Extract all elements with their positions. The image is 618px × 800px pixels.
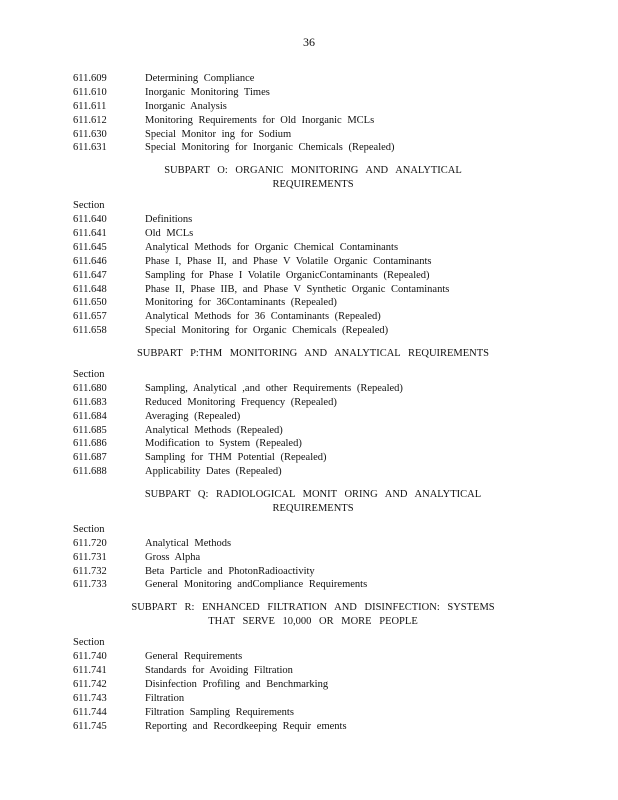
section-number: 611.740 [73,651,107,663]
section-title: Beta Particle and PhotonRadioactivity [145,565,315,577]
section-row [73,551,553,565]
section-row [73,692,553,706]
section-row [73,465,553,479]
subpart-block [73,72,553,155]
section-title: Inorganic Analysis [145,100,227,112]
subpart-heading-line: SUBPART R: ENHANCED FILTRATION AND DISINFECTION: SYSTEMS [131,602,495,614]
section-number: 611.731 [73,551,107,563]
section-row [73,227,553,241]
section-title: Monitoring for 36Contaminants (Repealed) [145,297,337,309]
section-number: 611.658 [73,325,107,337]
section-number: 611.631 [73,142,107,154]
section-title: Analytical Methods (Repealed) [145,424,283,436]
section-number: 611.732 [73,565,107,577]
section-title: General Requirements [145,651,243,663]
section-label: Section [73,637,105,649]
section-row [73,213,553,227]
section-number: 611.688 [73,466,107,478]
section-title: Definitions [145,214,193,226]
section-title: Filtration [145,692,185,704]
section-number: 611.744 [73,706,107,718]
subpart-heading-line: REQUIREMENTS [272,503,354,514]
section-row [73,678,553,692]
subpart-heading [73,347,553,361]
section-title: Averaging (Repealed) [145,410,241,422]
section-row [73,100,553,114]
section-title: Special Monitoring for Inorganic Chemicals (Repealed) [145,142,395,154]
section-row [73,410,553,424]
subpart-heading-line: SUBPART P:THM MONITORING AND ANALYTICAL REQUIREMENTS [136,348,490,360]
section-title: Special Monitoring for Organic Chemicals (Repealed) [145,325,389,337]
section-number: 611.641 [73,227,107,239]
section-row [73,269,553,283]
section-title: Analytical Methods [145,537,232,549]
section-title: Filtration Sampling Requirements [145,706,294,718]
section-number: 611.647 [73,269,107,281]
section-row [73,241,553,255]
section-row [73,424,553,438]
section-title: Inorganic Monitoring Times [145,86,270,98]
section-number: 611.741 [73,664,107,676]
section-title: Reduced Monitoring Frequency (Repealed) [145,396,337,408]
section-row [73,141,553,155]
section-title: Monitoring Requirements for Old Inorganic MCLs [145,114,375,126]
section-row [73,720,553,734]
subpart-block [73,488,553,592]
section-row [73,437,553,451]
section-row [73,114,553,128]
section-number: 611.733 [73,579,107,591]
section-number: 611.680 [73,382,107,394]
section-number: 611.684 [73,410,107,422]
section-title: Analytical Methods for 36 Contaminants (Repealed) [145,311,381,323]
section-row [73,86,553,100]
subpart-block [73,164,553,338]
section-title: Disinfection Profiling and Benchmarking [145,678,329,690]
section-title: General Monitoring andCompliance Requirements [145,579,368,591]
section-number: 611.686 [73,438,107,450]
subpart-heading-line: THAT SERVE 10,000 OR MORE PEOPLE [208,616,418,628]
section-number: 611.687 [73,452,107,464]
section-row [73,706,553,720]
section-number: 611.645 [73,241,107,253]
subpart-block [73,601,553,733]
section-title: Modification to System (Repealed) [145,438,302,450]
section-title: Sampling for Phase I Volatile OrganicContaminants (Repealed) [145,269,430,281]
section-title: Applicability Dates (Repealed) [145,466,282,478]
subpart-heading-line: SUBPART Q: RADIOLOGICAL MONIT ORING AND ANALYTICAL [144,489,482,501]
section-row [73,72,553,86]
subpart-block [73,347,553,479]
subpart-heading [73,601,553,629]
subpart-heading-line: SUBPART O: ORGANIC MONITORING AND ANALYTICAL [164,165,462,177]
section-number: 611.742 [73,678,107,690]
section-title: Phase I, Phase II, and Phase V Volatile Organic Contaminants [145,255,432,267]
section-title: Gross Alpha [145,551,201,563]
section-number: 611.648 [73,283,107,295]
section-number: 611.646 [73,255,107,267]
section-title: Sampling for THM Potential (Repealed) [145,452,327,464]
section-number: 611.683 [73,396,107,408]
section-row [73,255,553,269]
section-title: Sampling, Analytical ,and other Requirements (Repealed) [145,382,403,394]
page-number: 36 [303,35,315,49]
section-number: 611.685 [73,424,107,436]
section-title: Standards for Avoiding Filtration [145,664,293,676]
section-number: 611.745 [73,720,107,732]
section-number: 611.630 [73,128,107,140]
section-row [73,664,553,678]
section-row [73,578,553,592]
section-label: Section [73,368,105,380]
section-row [73,650,553,664]
section-title: Analytical Methods for Organic Chemical Contaminants [145,241,399,253]
section-title: Reporting and Recordkeeping Requir ements [145,720,347,732]
section-title: Special Monitor ing for Sodium [145,128,292,140]
section-label: Section [73,200,105,212]
section-row [73,537,553,551]
section-title: Determining Compliance [145,73,255,84]
section-row [73,128,553,142]
section-number: 611.612 [73,114,107,126]
section-number: 611.720 [73,537,107,549]
section-row [73,396,553,410]
section-number: 611.650 [73,297,107,309]
section-row [73,310,553,324]
subpart-heading [73,164,553,192]
section-number: 611.743 [73,692,107,704]
section-number: 611.609 [73,73,107,84]
section-row [73,296,553,310]
subpart-heading-line: REQUIREMENTS [272,179,354,191]
subpart-heading [73,488,553,516]
table-of-contents [73,72,553,733]
section-label: Section [73,523,105,535]
section-row [73,565,553,579]
section-title: Old MCLs [145,227,194,239]
section-row [73,283,553,297]
section-row [73,324,553,338]
section-title: Phase II, Phase IIB, and Phase V Synthetic Organic Contaminants [145,283,450,295]
section-number: 611.657 [73,311,107,323]
section-number: 611.611 [73,100,107,112]
section-number: 611.610 [73,86,107,98]
section-row [73,451,553,465]
section-row [73,382,553,396]
section-number: 611.640 [73,214,107,226]
